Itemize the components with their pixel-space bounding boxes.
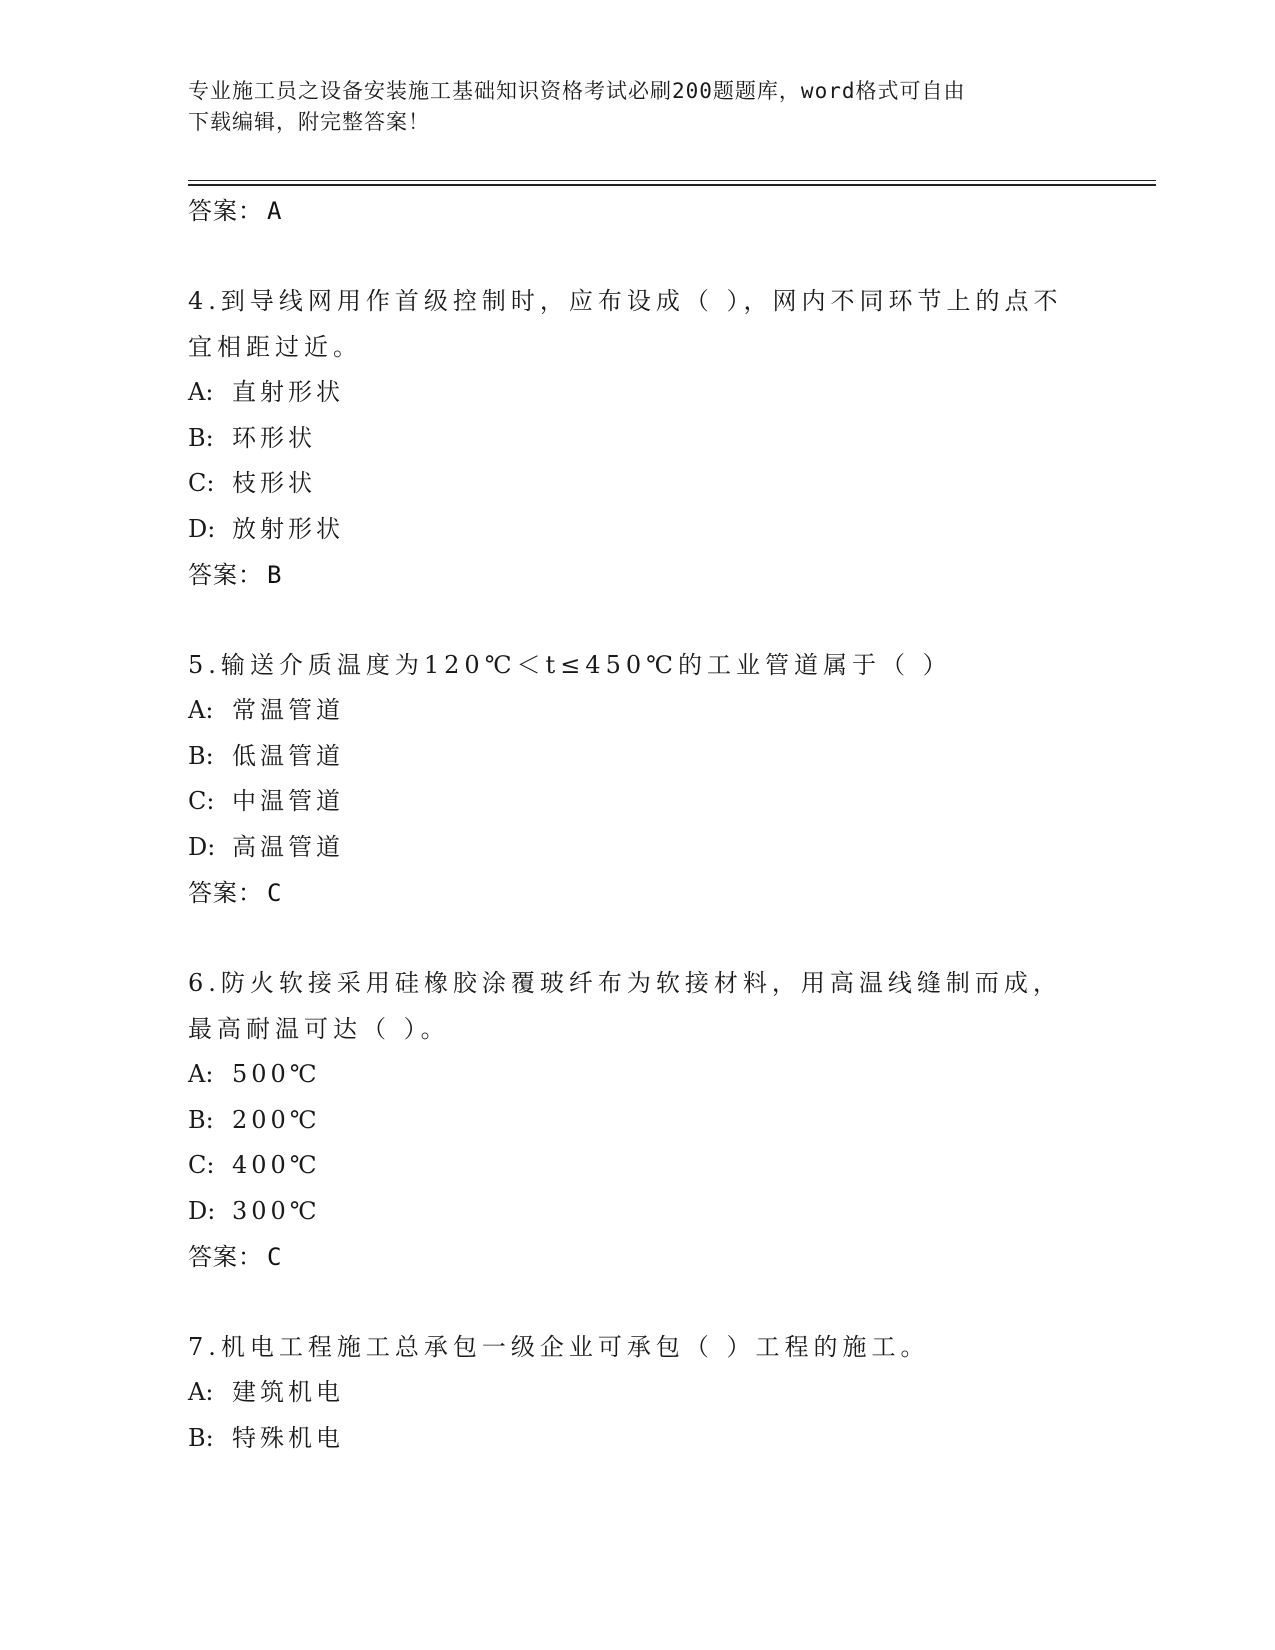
answer-prefix: 答案：: [188, 561, 263, 589]
option-text: 300℃: [232, 1196, 321, 1225]
question-gap: [188, 916, 1088, 960]
answer-line: [188, 1234, 1088, 1280]
question-gap: [188, 598, 1088, 642]
question-text-line: 6.防火软接采用硅橡胶涂覆玻纤布为软接材料，用高温线缝制而成，: [188, 969, 1062, 997]
option-key: D:: [188, 1196, 216, 1225]
option-text: 建筑机电: [232, 1378, 344, 1406]
option-row: [188, 507, 1088, 553]
option-key: B:: [188, 741, 214, 770]
option-key: A:: [188, 1060, 214, 1088]
option-key: A:: [188, 696, 214, 724]
option-text: 200℃: [232, 1105, 321, 1134]
option-text: 特殊机电: [232, 1423, 344, 1452]
question-gap: [188, 1280, 1088, 1324]
question-block: [188, 642, 1088, 916]
option-row: [188, 1052, 1088, 1098]
option-text: 放射形状: [232, 514, 344, 543]
option-row: [188, 1189, 1088, 1235]
question-text-line: 宜相距过近。: [188, 333, 362, 361]
option-row: [188, 1143, 1088, 1189]
option-key: D:: [188, 832, 216, 861]
question-list: [188, 188, 1088, 1461]
option-key: D:: [188, 514, 216, 543]
question-gap: [188, 234, 1088, 278]
option-text: 枝形状: [232, 469, 316, 497]
option-text: 环形状: [232, 423, 316, 452]
option-row: [188, 779, 1088, 825]
option-key: C:: [188, 469, 215, 497]
question-text-line: 7.机电工程施工总承包一级企业可承包（ ）工程的施工。: [188, 1333, 930, 1361]
question-block: [188, 278, 1088, 598]
answer-line: [188, 188, 1088, 234]
header-line-1: 专业施工员之设备安装施工基础知识资格考试必刷200题题库，word格式可自由: [188, 79, 966, 103]
answer-value: C: [267, 879, 283, 907]
option-text: 高温管道: [232, 832, 344, 861]
option-key: C:: [188, 1151, 215, 1179]
question-text-line: 5.输送介质温度为120℃＜t≤450℃的工业管道属于（ ）: [188, 651, 952, 679]
option-text: 直射形状: [232, 378, 344, 406]
header-rule-thin: [188, 180, 1156, 181]
question-text-line: 4.到导线网用作首级控制时，应布设成（ ），网内不同环节上的点不: [188, 287, 1063, 315]
answer-line: [188, 870, 1088, 916]
document-header: [188, 76, 1088, 138]
option-key: A:: [188, 1378, 214, 1406]
option-text: 500℃: [232, 1060, 321, 1088]
question-block: [188, 960, 1088, 1280]
option-key: C:: [188, 787, 215, 815]
option-text: 中温管道: [232, 787, 344, 815]
question-block: [188, 1324, 1088, 1461]
option-row: [188, 1416, 1088, 1462]
answer-line: [188, 552, 1088, 598]
answer-prefix: 答案：: [188, 1243, 263, 1271]
question-text-line: 最高耐温可达（ ）。: [188, 1015, 450, 1043]
option-key: B:: [188, 423, 214, 452]
answer-value: C: [267, 1243, 283, 1271]
option-text: 常温管道: [232, 696, 344, 724]
answer-value: A: [267, 197, 283, 225]
option-row: [188, 825, 1088, 871]
option-text: 低温管道: [232, 741, 344, 770]
option-row: [188, 1370, 1088, 1416]
answer-value: B: [267, 561, 283, 589]
answer-prefix: 答案：: [188, 879, 263, 907]
option-text: 400℃: [232, 1151, 321, 1179]
option-row: [188, 370, 1088, 416]
option-key: B:: [188, 1423, 214, 1452]
header-line-2: 下载编辑，附完整答案！: [188, 110, 430, 134]
header-rule-thick: [188, 184, 1156, 186]
option-row: [188, 734, 1088, 780]
answer-prefix: 答案：: [188, 197, 263, 225]
option-row: [188, 688, 1088, 734]
option-row: [188, 416, 1088, 462]
option-key: B:: [188, 1105, 214, 1134]
option-key: A:: [188, 378, 214, 406]
option-row: [188, 1098, 1088, 1144]
option-row: [188, 461, 1088, 507]
